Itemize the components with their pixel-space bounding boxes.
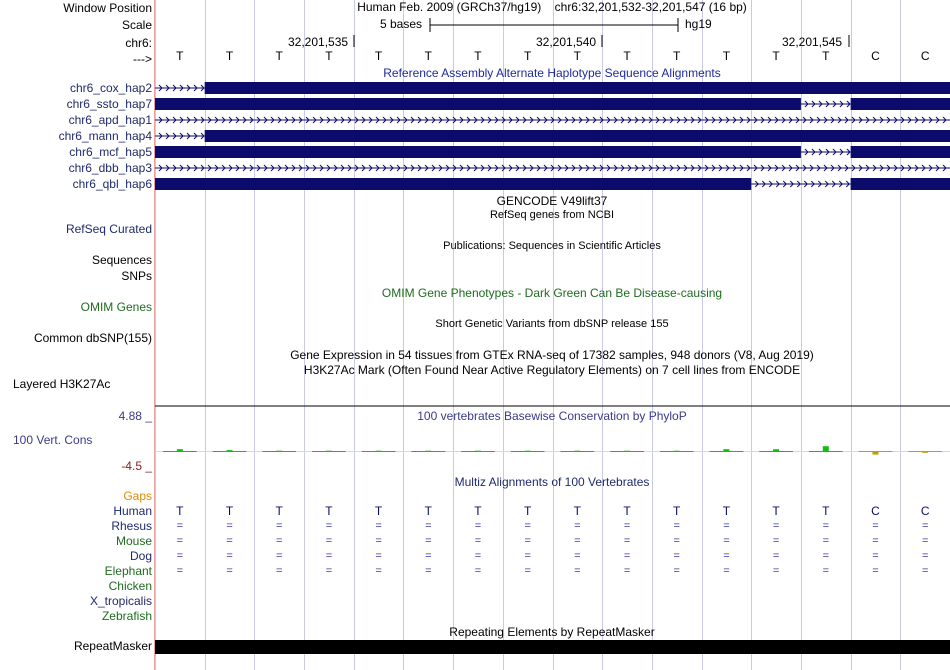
- layered-h3k27ac-label[interactable]: Layered H3K27Ac: [13, 377, 111, 391]
- human-base: T: [673, 504, 681, 518]
- match-mark: =: [226, 550, 233, 562]
- haplotype-track-title: Reference Assembly Alternate Haplotype Sequence Alignments: [383, 66, 721, 80]
- match-mark: =: [375, 565, 382, 577]
- reference-base: T: [722, 49, 731, 63]
- match-mark: =: [921, 565, 929, 577]
- match-mark: =: [425, 535, 432, 547]
- match-mark: =: [176, 550, 184, 562]
- window-position-label: Window Position: [63, 1, 152, 15]
- reference-base: C: [871, 49, 880, 63]
- common-dbsnp-label[interactable]: Common dbSNP(155): [33, 331, 152, 345]
- reference-base: T: [673, 49, 681, 63]
- human-base: T: [722, 504, 731, 518]
- match-mark: =: [723, 550, 730, 562]
- window-position-value: Human Feb. 2009 (GRCh37/hg19) chr6:32,201,532-32,201,547 (16 bp): [357, 0, 747, 14]
- haplotype-label[interactable]: chr6_mann_hap4: [58, 129, 152, 143]
- phylop-bar: [276, 451, 282, 452]
- haplotype-label[interactable]: chr6_apd_hap1: [68, 113, 152, 127]
- species-label[interactable]: Rhesus: [111, 519, 152, 533]
- match-mark: =: [226, 520, 233, 532]
- phylop-bar: [525, 451, 531, 452]
- alignment-block: [205, 130, 950, 142]
- match-mark: =: [723, 535, 730, 547]
- match-mark: =: [673, 520, 680, 532]
- match-mark: =: [723, 520, 730, 532]
- match-mark: =: [822, 550, 829, 562]
- phylop-bar: [376, 451, 382, 452]
- omim-title: OMIM Gene Phenotypes - Dark Green Can Be Disease-causing: [381, 286, 723, 300]
- match-mark: =: [872, 535, 879, 547]
- match-mark: =: [772, 550, 780, 562]
- phylop-bar: [723, 449, 729, 452]
- human-base: T: [225, 504, 234, 518]
- haplotype-alignments[interactable]: [155, 78, 950, 198]
- phylop-bar: [425, 451, 431, 452]
- phylop-label[interactable]: 100 Vert. Cons: [13, 433, 93, 447]
- match-mark: =: [375, 550, 382, 562]
- haplotype-alignment: [155, 98, 950, 110]
- match-mark: =: [276, 565, 283, 577]
- scale-text: 5 bases: [380, 17, 423, 31]
- haplotype-label[interactable]: chr6_mcf_hap5: [69, 145, 152, 159]
- reference-base: C: [920, 49, 930, 63]
- match-mark: =: [325, 520, 333, 532]
- phylop-bar: [227, 450, 233, 452]
- alignment-block: [851, 98, 950, 110]
- human-base: T: [275, 504, 283, 518]
- species-label[interactable]: X_tropicalis: [89, 594, 152, 608]
- gtex-title: Gene Expression in 54 tissues from GTEx RNA-seq of 17382 samples, 948 donors (V8, Aug 2019): [290, 348, 814, 362]
- refseq-desc: RefSeq genes from NCBI: [489, 209, 615, 221]
- match-mark: =: [425, 565, 432, 577]
- gencode-title: GENCODE V49lift37: [496, 194, 608, 208]
- reference-base: T: [772, 49, 780, 63]
- haplotype-alignment: [155, 178, 950, 190]
- phylop-bar: [177, 449, 183, 452]
- match-mark: =: [623, 565, 631, 577]
- match-mark: =: [226, 565, 233, 577]
- species-label[interactable]: Zebrafish: [101, 609, 152, 623]
- snps-label[interactable]: SNPs: [121, 269, 152, 283]
- human-base: T: [374, 504, 383, 518]
- match-mark: =: [375, 535, 382, 547]
- match-mark: =: [772, 520, 780, 532]
- human-base: T: [325, 504, 333, 518]
- human-base: T: [424, 504, 432, 518]
- match-mark: =: [574, 550, 581, 562]
- match-mark: =: [524, 550, 531, 562]
- match-mark: =: [276, 535, 283, 547]
- alignment-block: [155, 98, 801, 110]
- omim-genes-label[interactable]: OMIM Genes: [80, 300, 152, 314]
- match-mark: =: [921, 550, 929, 562]
- match-mark: =: [872, 565, 879, 577]
- position-label-1: 32,201,535: [288, 35, 349, 49]
- human-base: T: [474, 504, 482, 518]
- match-mark: =: [872, 550, 879, 562]
- match-mark: =: [524, 520, 531, 532]
- phylop-top-border: [155, 405, 950, 407]
- phylop-bar: [674, 451, 680, 452]
- phylop-min-label: -4.5 _: [121, 459, 152, 473]
- match-mark: =: [474, 535, 482, 547]
- match-mark: =: [623, 520, 631, 532]
- species-label[interactable]: Human: [113, 504, 152, 518]
- position-ticks: [155, 35, 950, 49]
- haplotype-alignment: [155, 165, 950, 171]
- phylop-track[interactable]: [155, 438, 950, 468]
- species-label[interactable]: Dog: [129, 549, 152, 563]
- match-mark: =: [623, 535, 631, 547]
- match-mark: =: [574, 520, 581, 532]
- human-base: T: [523, 504, 532, 518]
- sequences-label[interactable]: Sequences: [91, 253, 152, 267]
- match-mark: =: [822, 535, 829, 547]
- match-mark: =: [176, 565, 184, 577]
- haplotype-alignment: [155, 130, 950, 142]
- human-base: C: [871, 504, 880, 518]
- match-mark: =: [822, 520, 829, 532]
- human-base: T: [772, 504, 780, 518]
- strand-arrow-label: --->: [133, 52, 152, 66]
- publications-title: Publications: Sequences in Scientific Articles: [443, 240, 661, 252]
- match-mark: =: [474, 565, 482, 577]
- repeatmasker-label[interactable]: RepeatMasker: [73, 639, 152, 653]
- species-label[interactable]: Chicken: [108, 579, 152, 593]
- alignment-block: [155, 146, 801, 158]
- match-mark: =: [673, 535, 680, 547]
- reference-base: T: [573, 49, 582, 63]
- match-mark: =: [872, 520, 879, 532]
- match-mark: =: [276, 550, 283, 562]
- alignment-block: [205, 82, 950, 94]
- match-mark: =: [176, 535, 184, 547]
- phylop-max-label: 4.88 _: [118, 409, 152, 423]
- human-base: T: [573, 504, 582, 518]
- human-base: T: [176, 504, 184, 518]
- alignment-block: [851, 178, 950, 190]
- scale-bar: [425, 15, 685, 35]
- match-mark: =: [623, 550, 631, 562]
- match-mark: =: [226, 535, 233, 547]
- haplotype-label[interactable]: chr6_cox_hap2: [69, 81, 152, 95]
- alignment-block: [851, 146, 950, 158]
- h3k27ac-title: H3K27Ac Mark (Often Found Near Active Regulatory Elements) on 7 cell lines from ENCODE: [303, 363, 801, 377]
- phylop-title: 100 vertebrates Basewise Conservation by PhyloP: [417, 409, 687, 423]
- assembly-name: hg19: [685, 17, 712, 31]
- match-mark: =: [474, 550, 482, 562]
- match-mark: =: [375, 520, 382, 532]
- gaps-label[interactable]: Gaps: [123, 489, 152, 503]
- match-mark: =: [425, 520, 432, 532]
- match-mark: =: [822, 565, 829, 577]
- reference-base: T: [374, 49, 383, 63]
- phylop-bar: [624, 451, 630, 452]
- phylop-bar: [475, 451, 481, 452]
- reference-base: T: [822, 49, 830, 63]
- match-mark: =: [325, 565, 333, 577]
- match-mark: =: [176, 520, 184, 532]
- human-base: T: [623, 504, 631, 518]
- phylop-bar: [922, 451, 928, 453]
- match-mark: =: [772, 565, 780, 577]
- refseq-curated-label[interactable]: RefSeq Curated: [65, 222, 152, 236]
- phylop-bar: [773, 449, 779, 452]
- position-label-2: 32,201,540: [536, 35, 597, 49]
- match-mark: =: [673, 550, 680, 562]
- reference-base: T: [623, 49, 631, 63]
- human-base: T: [822, 504, 830, 518]
- match-mark: =: [921, 520, 929, 532]
- species-label[interactable]: Mouse: [115, 534, 152, 548]
- match-mark: =: [574, 535, 581, 547]
- match-mark: =: [524, 535, 531, 547]
- haplotype-alignment: [155, 146, 950, 158]
- reference-base: T: [275, 49, 283, 63]
- repeatmasker-title: Repeating Elements by RepeatMasker: [449, 625, 655, 639]
- reference-base: T: [424, 49, 432, 63]
- species-label[interactable]: Elephant: [104, 564, 152, 578]
- phylop-bar: [574, 451, 580, 452]
- match-mark: =: [276, 520, 283, 532]
- alignment-block: [155, 178, 751, 190]
- reference-base: T: [225, 49, 234, 63]
- match-mark: =: [921, 535, 929, 547]
- phylop-bar: [872, 451, 878, 455]
- match-mark: =: [524, 565, 531, 577]
- match-mark: =: [574, 565, 581, 577]
- tracks-image[interactable]: [155, 0, 950, 670]
- haplotype-label[interactable]: chr6_ssto_hap7: [66, 97, 152, 111]
- reference-base: T: [176, 49, 184, 63]
- match-mark: =: [772, 535, 780, 547]
- match-mark: =: [474, 520, 482, 532]
- haplotype-label[interactable]: chr6_qbl_hap6: [72, 177, 152, 191]
- reference-base: T: [523, 49, 532, 63]
- repeatmasker-bar[interactable]: [155, 640, 950, 654]
- haplotype-label[interactable]: chr6_dbb_hap3: [68, 161, 152, 175]
- phylop-bar: [823, 446, 829, 452]
- match-mark: =: [723, 565, 730, 577]
- multiz-title: Multiz Alignments of 100 Vertebrates: [454, 475, 650, 489]
- match-mark: =: [425, 550, 432, 562]
- dbsnp-desc: Short Genetic Variants from dbSNP release 155: [435, 318, 669, 330]
- match-mark: =: [673, 565, 680, 577]
- scale-label: Scale: [121, 18, 152, 32]
- haplotype-alignment: [155, 117, 950, 123]
- reference-base: T: [325, 49, 333, 63]
- match-mark: =: [325, 550, 333, 562]
- chrom-label: chr6:: [125, 36, 152, 50]
- human-base: C: [920, 504, 930, 518]
- haplotype-alignment: [155, 82, 950, 94]
- match-mark: =: [325, 535, 333, 547]
- reference-base: T: [474, 49, 482, 63]
- phylop-bar: [326, 451, 332, 452]
- track-labels: [0, 0, 154, 670]
- position-label-3: 32,201,545: [782, 35, 843, 49]
- label-divider: [154, 0, 155, 670]
